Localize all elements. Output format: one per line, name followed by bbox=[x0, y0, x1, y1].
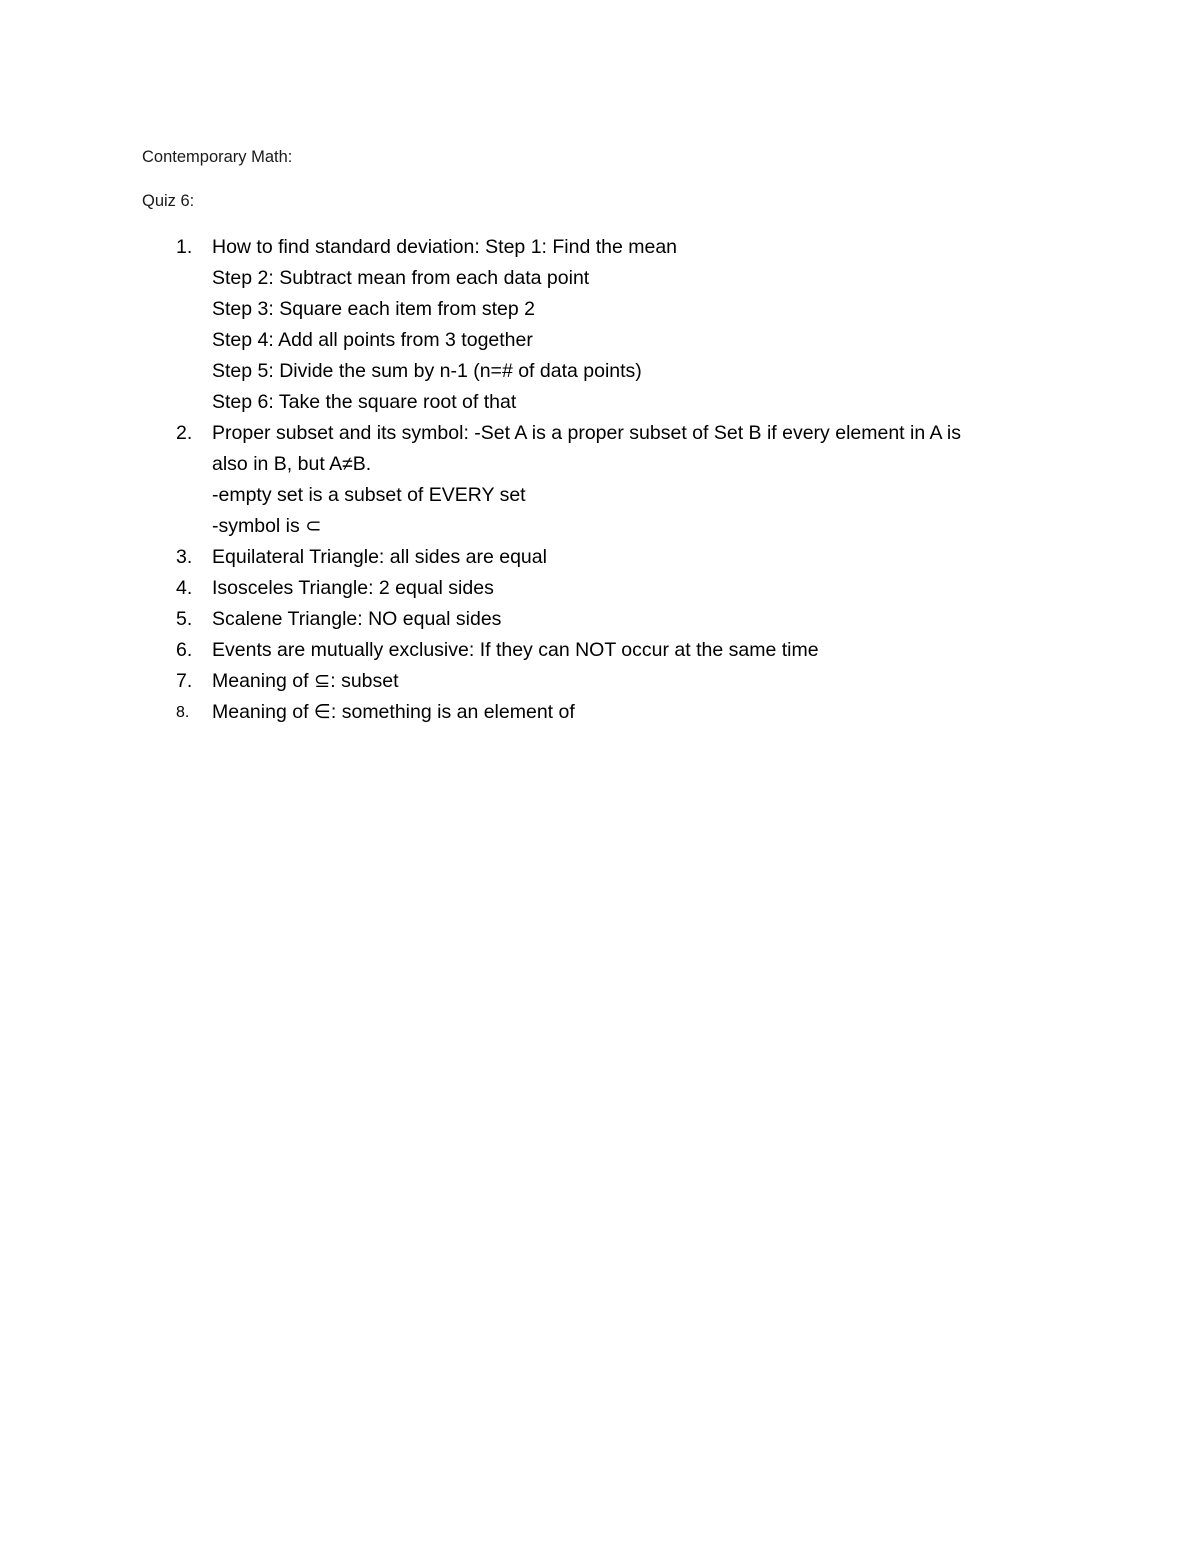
quiz-item-1 bbox=[0, 232, 1200, 418]
item-number: 3. bbox=[176, 546, 193, 568]
item-line: Events are mutually exclusive: If they can NOT occur at the same time bbox=[212, 639, 819, 661]
quiz-list bbox=[0, 232, 1200, 728]
item-line: Meaning of ∈: something is an element of bbox=[212, 701, 575, 723]
item-line: How to find standard deviation: Step 1: Find the mean bbox=[212, 236, 678, 258]
quiz-item-4 bbox=[0, 573, 1200, 604]
item-line: -symbol is ⊂ bbox=[212, 515, 322, 537]
quiz-item-5 bbox=[0, 604, 1200, 635]
quiz-item-2 bbox=[0, 418, 1200, 542]
item-line: Isosceles Triangle: 2 equal sides bbox=[212, 577, 494, 599]
item-line: Proper subset and its symbol: -Set A is a proper subset of Set B if every element in A is bbox=[212, 422, 961, 444]
item-line: Step 4: Add all points from 3 together bbox=[212, 329, 533, 351]
quiz-item-6 bbox=[0, 635, 1200, 666]
item-line: -empty set is a subset of EVERY set bbox=[212, 484, 526, 506]
item-number: 1. bbox=[176, 236, 193, 258]
item-line: Scalene Triangle: NO equal sides bbox=[212, 608, 502, 630]
quiz-item-8 bbox=[0, 697, 1200, 728]
item-line: Step 3: Square each item from step 2 bbox=[212, 298, 536, 320]
item-line: Step 5: Divide the sum by n-1 (n=# of data points) bbox=[212, 360, 642, 382]
quiz-item-3 bbox=[0, 542, 1200, 573]
item-number: 6. bbox=[176, 639, 193, 661]
quiz-title: Quiz 6: bbox=[142, 192, 195, 210]
item-number: 5. bbox=[176, 608, 193, 630]
item-line: Equilateral Triangle: all sides are equal bbox=[212, 546, 547, 568]
quiz-item-7 bbox=[0, 666, 1200, 697]
item-line: also in B, but A≠B. bbox=[212, 453, 372, 475]
item-number: 2. bbox=[176, 422, 193, 444]
course-title: Contemporary Math: bbox=[142, 148, 293, 166]
item-number: 7. bbox=[176, 670, 193, 692]
item-number: 8. bbox=[176, 704, 190, 721]
item-line: Meaning of ⊆: subset bbox=[212, 670, 399, 692]
item-line: Step 6: Take the square root of that bbox=[212, 391, 517, 413]
item-number: 4. bbox=[176, 577, 193, 599]
item-line: Step 2: Subtract mean from each data point bbox=[212, 267, 590, 289]
